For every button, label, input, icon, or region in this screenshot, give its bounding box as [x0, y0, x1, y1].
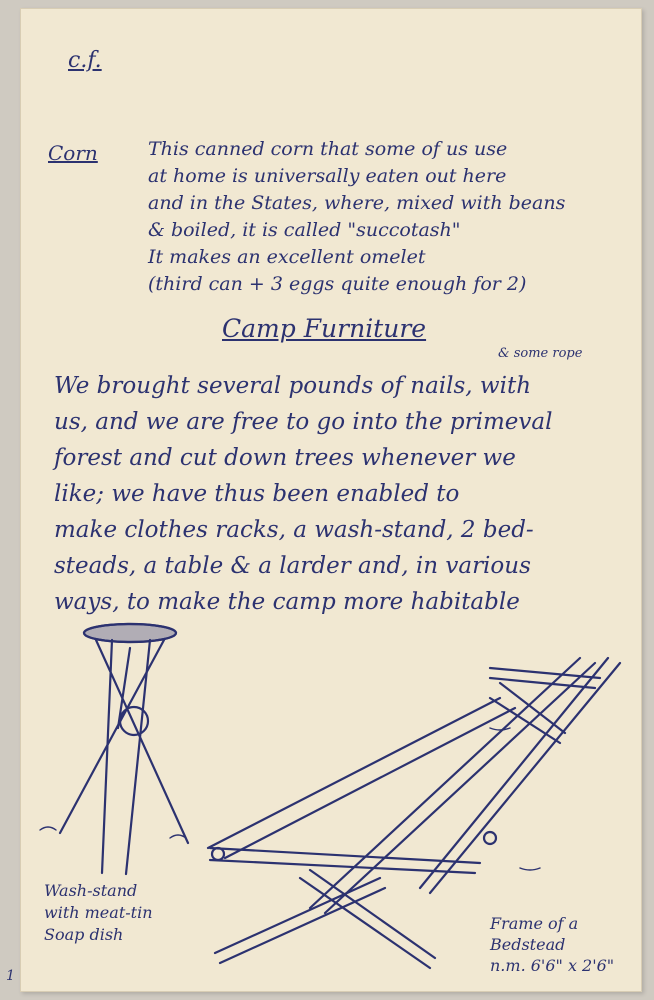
section-title: Camp Furniture [222, 314, 427, 343]
wash-stand-sketch [40, 624, 188, 874]
page-heading: c.f. [68, 48, 102, 73]
sketches [20, 8, 642, 992]
corn-label: Corn [48, 141, 98, 165]
manuscript-page [20, 8, 642, 992]
body-paragraph: We brought several pounds of nails, with us, and we are free to go into the primeval forest and cut down trees whenever we like; we have thus been enabled to make clothes racks, a wash-stand, 2 bed- steads, a table & a larder and, in various ways, to make the camp more habitable [54, 373, 553, 615]
margin-mark: 1 [6, 968, 15, 984]
insert-note: & some rope [498, 346, 583, 361]
bedstead-caption: Frame of a Bedstead n.m. 6'6" x 2'6" [490, 914, 615, 975]
wash-stand-caption: Wash-stand with meat-tin Soap dish [44, 881, 153, 944]
corn-note-text: This canned corn that some of us use at home is universally eaten out here and in the States, where, mixed with beans & boiled, it is called "succotash" It makes an excellent omelet (third can + 3 eggs quite enough for 2) [148, 138, 566, 295]
